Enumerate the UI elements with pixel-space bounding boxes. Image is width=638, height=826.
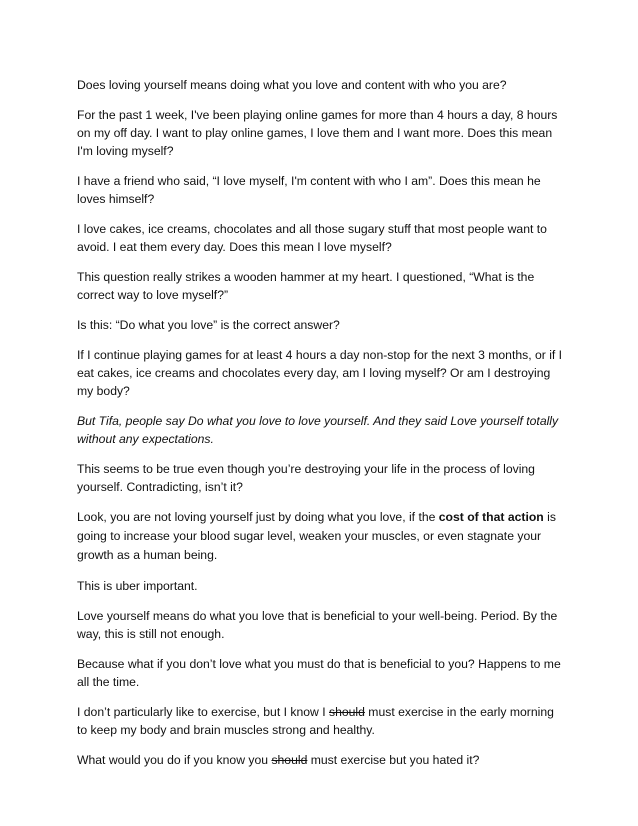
paragraph-5: This question really strikes a wooden hammer at my heart. I questioned, “What is the correct way to love myself?” (77, 270, 535, 302)
paragraph-10-bold-phrase: cost of that action (438, 510, 544, 524)
paragraph-2: For the past 1 week, I've been playing online games for more than 4 hours a day, 8 hours on my off day. I want to play online games, I love them and I want more. Does this mean I'm loving myself? (77, 108, 558, 158)
paragraph-10 (77, 508, 567, 565)
paragraph-15-text-after: must exercise but you hated it? (307, 753, 480, 767)
paragraph-6: Is this: “Do what you love” is the correct answer? (77, 318, 340, 332)
paragraph-8-italic: But Tifa, people say Do what you love to love yourself. And they said Love yourself totally without any expectations. (77, 414, 559, 446)
paragraph-14 (77, 703, 567, 739)
paragraph-7: If I continue playing games for at least 4 hours a day non-stop for the next 3 months, or if I eat cakes, ice creams and chocolates every day, am I loving myself? Or am I destroying my body? (77, 348, 563, 398)
paragraph-14-text-before: I don’t particularly like to exercise, but I know I (77, 705, 329, 719)
paragraph-10-text-before: Look, you are not loving yourself just by doing what you love, if the (77, 510, 439, 524)
paragraph-9: This seems to be true even though you’re destroying your life in the process of loving yourself. Contradicting, isn’t it? (77, 462, 535, 494)
paragraph-14-text-after: must exercise in the early morning to keep my body and brain muscles strong and healthy. (77, 705, 554, 737)
paragraph-10-text-after: is going to increase your blood sugar level, weaken your muscles, or even stagnate your growth as a human being. (77, 510, 556, 562)
paragraph-11: This is uber important. (77, 579, 198, 593)
paragraph-15-struck-word: should (271, 753, 308, 767)
paragraph-14-struck-word: should (329, 705, 365, 719)
paragraph-15 (77, 751, 567, 769)
document-body (77, 76, 567, 781)
paragraph-12: Love yourself means do what you love that is beneficial to your well-being. Period. By the way, this is still not enough. (77, 609, 558, 641)
paragraph-1: Does loving yourself means doing what you love and content with who you are? (77, 78, 507, 92)
paragraph-13: Because what if you don’t love what you must do that is beneficial to you? Happens to me all the time. (77, 657, 561, 689)
paragraph-4: I love cakes, ice creams, chocolates and all those sugary stuff that most people want to avoid. I eat them every day. Does this mean I love myself? (77, 222, 547, 254)
paragraph-15-text-before: What would you do if you know you (77, 753, 272, 767)
paragraph-3: I have a friend who said, “I love myself, I'm content with who I am”. Does this mean he loves himself? (77, 174, 541, 206)
